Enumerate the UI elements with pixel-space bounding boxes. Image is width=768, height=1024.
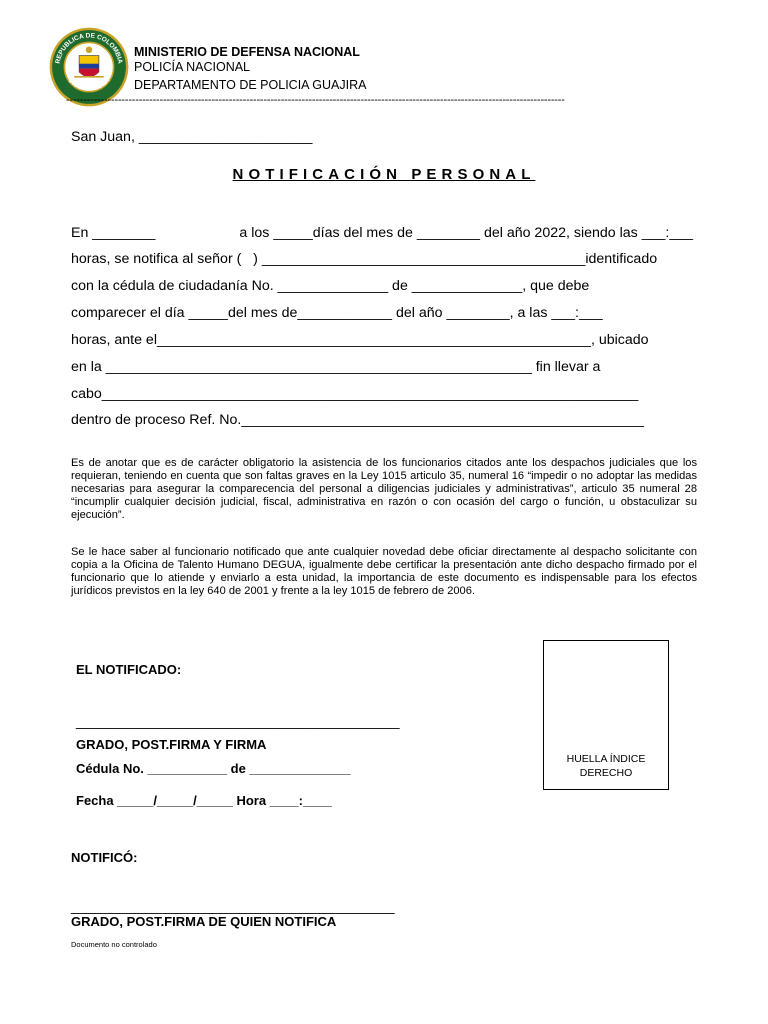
form-line-8-text: dentro de proceso Ref. No.___________________________________________________ xyxy=(71,412,644,428)
form-line-6 xyxy=(71,359,693,375)
legal-paragraph-1: Es de anotar que es de carácter obligatorio la asistencia de los funcionarios citados ante los despachos judiciales que los requieran, teniendo en cuenta que son faltas graves en la Ley 1015 articulo 35, numeral 16 “impedir o no adoptar las medidas necesarias para asegurar la comparecencia del personal a diligencias judiciales y administrativas”, articulo 35 numeral 28 “incumplir cualquier decisión judicial, fiscal, administrativa en razón o con ocasión del cargo o función, u obstaculizar su ejecución”. xyxy=(71,457,697,522)
notified-date-line: Fecha _____/_____/_____ Hora ____:____ xyxy=(76,793,332,808)
form-line-1-right: a los _____días del mes de ________ del año 2022, siendo las ___:___ xyxy=(239,225,693,241)
notified-grade-label: GRADO, POST.FIRMA Y FIRMA xyxy=(76,737,267,752)
legal-paragraph-2: Se le hace saber al funcionario notificado que ante cualquier novedad debe oficiar directamente al despacho solicitante con copia a la Oficina de Talento Humano DEGUA, igualmente debe certificar la presentación ante dicho despacho firmado por el funcionario que lo atiende y enviarlo a esta unidad, la importancia de este documento es indispensable para los efectos jurídicos previstos en la ley 640 de 2001 y frente a la ley 1015 de febrero de 2006. xyxy=(71,546,697,598)
form-line-3 xyxy=(71,278,693,294)
notified-label: EL NOTIFICADO: xyxy=(76,662,182,677)
form-line-7-text: cabo____________________________________________________________________ xyxy=(71,386,639,402)
form-line-5-text: horas, ante el_______________________________________________________, ubicado xyxy=(71,332,649,348)
place-date-line: San Juan, ______________________ xyxy=(71,129,313,145)
document-title: NOTIFICACIÓN PERSONAL xyxy=(232,166,536,183)
header-department: DEPARTAMENTO DE POLICIA GUAJIRA xyxy=(134,78,367,92)
notifier-label: NOTIFICÓ: xyxy=(71,850,138,865)
footer-note: Documento no controlado xyxy=(71,940,157,949)
notified-id-line: Cédula No. ___________ de ______________ xyxy=(76,761,351,776)
form-line-4-text: comparecer el día _____del mes de____________ del año ________, a las ___:___ xyxy=(71,305,603,321)
notifier-signature-line: _________________________________________ xyxy=(71,899,395,915)
notifier-grade-label: GRADO, POST.FIRMA DE QUIEN NOTIFICA xyxy=(71,914,337,929)
form-line-1 xyxy=(71,225,693,241)
form-line-8 xyxy=(71,412,693,428)
fingerprint-box xyxy=(543,640,669,790)
form-line-5 xyxy=(71,332,693,348)
seal-ring-text-bottom: DIOS Y PATRIA xyxy=(66,77,112,93)
form-line-2 xyxy=(71,251,693,267)
notified-signature-line: _________________________________________ xyxy=(76,714,400,730)
form-line-6-text: en la ______________________________________________________ fin llevar a xyxy=(71,359,601,375)
header-police: POLICÍA NACIONAL xyxy=(134,60,251,74)
header-ministry: MINISTERIO DE DEFENSA NACIONAL xyxy=(134,45,360,59)
form-line-4 xyxy=(71,305,693,321)
seal-ring-text-top: REPUBLICA DE COLOMBIA xyxy=(54,32,124,65)
fingerprint-label: HUELLA ÍNDICE DERECHO xyxy=(566,753,646,779)
form-line-2-text: horas, se notifica al señor ( ) _________________________________________identificado xyxy=(71,251,658,267)
form-line-3-text: con la cédula de ciudadanía No. ______________ de ______________, que debe xyxy=(71,278,590,294)
form-line-1-left: En ________ xyxy=(71,225,156,241)
form-line-7 xyxy=(71,386,693,402)
header-dash-rule: ------------------------------------------------------------------------------------------------------------------------------------------------ xyxy=(66,94,565,106)
